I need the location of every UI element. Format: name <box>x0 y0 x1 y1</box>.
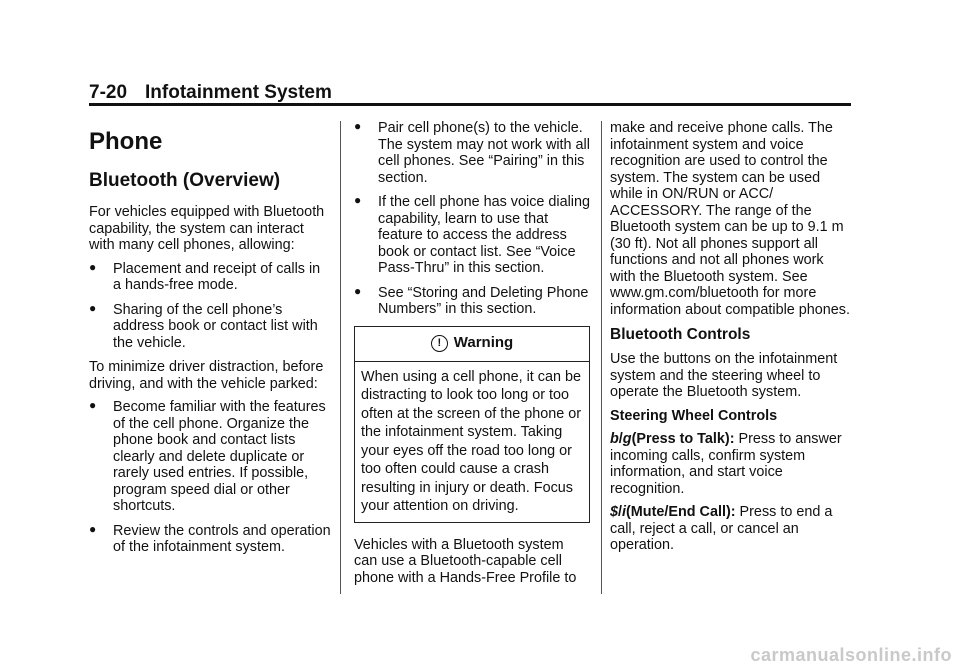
bullet-item <box>89 523 331 556</box>
bluetooth-range-paragraph: make and receive phone calls. The infotainment system and voice recognition are used to control the system. The system can be used while in ON/RUN or ACC/ ACCESSORY. The range of the Bluetooth system can be up to 9.1 m (30 ft). Not all phones support all functions and not all phones work with the Bluetooth system. See www.gm.com/bluetooth for more information about compatible phones. <box>610 120 850 318</box>
bullet-item <box>89 261 331 294</box>
bullet-icon: ● <box>89 259 97 274</box>
press-to-talk-description <box>610 431 852 497</box>
warning-title: Warning <box>453 334 514 352</box>
bullet-text: If the cell phone has voice dialing capability, learn to use that feature to access the address book or contact list. See “Voice Pass-Thru” in this section. <box>378 194 591 276</box>
mute-end-call-text: Press to end a call, reject a call, or cancel an operation. <box>610 504 833 553</box>
bullet-text: Placement and receipt of calls in a hands-free mode. <box>113 260 321 293</box>
column-divider <box>340 121 341 594</box>
column-1 <box>89 120 331 564</box>
bullet-icon: ● <box>354 193 362 207</box>
bullet-item <box>354 194 590 277</box>
bullet-item <box>89 302 331 352</box>
bullet-item <box>89 399 331 515</box>
header-rule <box>89 103 851 106</box>
warning-text: When using a cell phone, it can be distracting to look too long or too often at the screen of the phone or the infotainment system. Taking your eyes off the road too long or too often could cause a crash resulting in injury or death. Focus your attention on driving. <box>361 368 582 514</box>
bullet-text: Sharing of the cell phone’s address book or contact list with the vehicle. <box>113 301 318 351</box>
steering-wheel-controls-heading: Steering Wheel Controls <box>610 407 778 424</box>
watermark: carmanualsonline.info <box>750 645 952 665</box>
column-3 <box>610 120 852 561</box>
mute-end-call-description <box>610 504 852 554</box>
bullet-icon: ● <box>89 300 97 315</box>
section-heading-phone: Phone <box>89 128 163 155</box>
icon-separator: / <box>618 504 623 520</box>
warning-box <box>354 326 590 523</box>
subsection-heading-bluetooth-overview: Bluetooth (Overview) <box>89 170 281 191</box>
page-number: 7-20 <box>89 82 128 103</box>
bullet-text: Become familiar with the features of the cell phone. Organize the phone book and contact lists clearly and delete duplicate or rarely used entries. If possible, program speed dial or other shortcuts. <box>113 399 326 514</box>
bullet-text: Review the controls and operation of the infotainment system. <box>113 522 331 555</box>
warning-header <box>355 327 589 362</box>
press-to-talk-label: (Press to Talk): <box>631 431 735 447</box>
end-call-icon: i <box>622 504 627 520</box>
press-to-talk-icon: b <box>610 431 619 447</box>
mute-icon: $ <box>610 504 619 520</box>
intro-paragraph: For vehicles equipped with Bluetooth capability, the system can interact with many cell phones, allowing: <box>89 204 325 253</box>
bullet-icon: ● <box>89 398 97 412</box>
subsection-heading-bluetooth-controls: Bluetooth Controls <box>610 326 751 343</box>
bullet-text: Pair cell phone(s) to the vehicle. The system may not work with all cell phones. See “Pairing” in this section. <box>378 120 590 186</box>
mute-end-call-label: (Mute/End Call): <box>626 504 736 520</box>
controls-intro-paragraph: Use the buttons on the infotainment system and the steering wheel to operate the Bluetooth system. <box>610 351 838 400</box>
icon-separator: / <box>618 431 623 447</box>
page-header <box>89 82 332 104</box>
bullet-icon: ● <box>89 521 97 536</box>
distraction-paragraph: To minimize driver distraction, before driving, and with the vehicle parked: <box>89 359 324 392</box>
voice-recognition-icon: g <box>622 431 632 447</box>
column-divider <box>601 121 602 594</box>
bluetooth-system-paragraph: Vehicles with a Bluetooth system can use a Bluetooth-capable cell phone with a Hands-Free Profile to <box>354 536 577 586</box>
column-2 <box>354 120 590 593</box>
warning-icon: ! <box>431 335 448 352</box>
bullet-item <box>354 120 590 186</box>
bullet-text: See “Storing and Deleting Phone Numbers” in this section. <box>378 284 589 317</box>
bullet-icon: ● <box>354 119 362 133</box>
press-to-talk-text: Press to answer incoming calls, confirm system information, and start voice recognition. <box>610 431 842 497</box>
section-title: Infotainment System <box>145 82 332 103</box>
bullet-item <box>354 285 590 318</box>
bullet-icon: ● <box>354 283 362 298</box>
